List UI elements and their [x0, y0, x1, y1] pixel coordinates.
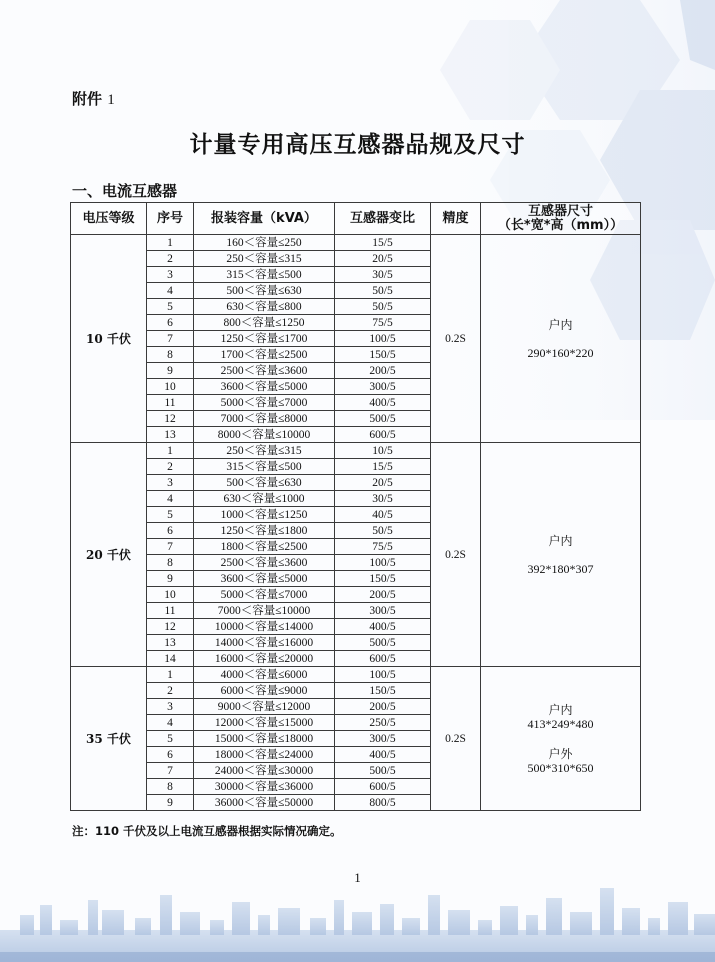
index-cell: 3 [147, 267, 194, 283]
index-cell: 4 [147, 491, 194, 507]
attachment-label: 附件 1 [72, 90, 115, 108]
capacity-cell: 630＜容量≤1000 [194, 491, 335, 507]
capacity-cell: 3600＜容量≤5000 [194, 379, 335, 395]
index-cell: 14 [147, 651, 194, 667]
index-cell: 11 [147, 603, 194, 619]
capacity-cell: 1700＜容量≤2500 [194, 347, 335, 363]
index-cell: 12 [147, 619, 194, 635]
ratio-cell: 400/5 [335, 747, 431, 763]
table-row [71, 235, 641, 251]
ratio-cell: 100/5 [335, 331, 431, 347]
header-ratio: 互感器变比 [335, 203, 431, 235]
dimension-value: 500*310*650 [527, 760, 594, 775]
section-heading: 一、电流互感器 [72, 182, 178, 200]
ratio-cell: 250/5 [335, 715, 431, 731]
ratio-cell: 15/5 [335, 459, 431, 475]
ratio-cell: 600/5 [335, 427, 431, 443]
index-cell: 12 [147, 411, 194, 427]
capacity-cell: 14000＜容量≤16000 [194, 635, 335, 651]
index-cell: 4 [147, 283, 194, 299]
index-cell: 7 [147, 539, 194, 555]
index-cell: 6 [147, 315, 194, 331]
install-location: 户内 [548, 533, 573, 548]
header-voltage: 电压等级 [71, 203, 147, 235]
table-row [71, 443, 641, 459]
capacity-cell: 16000＜容量≤20000 [194, 651, 335, 667]
dimension-value: 290*160*220 [527, 345, 594, 360]
attachment-number: 1 [107, 92, 115, 108]
index-cell: 5 [147, 299, 194, 315]
dimensions-cell [481, 667, 641, 811]
ratio-cell: 50/5 [335, 299, 431, 315]
capacity-cell: 1000＜容量≤1250 [194, 507, 335, 523]
capacity-cell: 2500＜容量≤3600 [194, 555, 335, 571]
capacity-cell: 250＜容量≤315 [194, 251, 335, 267]
table-row [71, 667, 641, 683]
index-cell: 2 [147, 459, 194, 475]
capacity-cell: 315＜容量≤500 [194, 267, 335, 283]
header-accuracy: 精度 [431, 203, 481, 235]
ratio-cell: 800/5 [335, 795, 431, 811]
ratio-cell: 150/5 [335, 571, 431, 587]
current-transformer-table [70, 202, 641, 811]
dimension-value: 413*249*480 [527, 716, 594, 731]
ratio-cell: 300/5 [335, 731, 431, 747]
header-index: 序号 [147, 203, 194, 235]
index-cell: 13 [147, 635, 194, 651]
accuracy-cell: 0.2S [431, 667, 481, 811]
index-cell: 10 [147, 379, 194, 395]
capacity-cell: 315＜容量≤500 [194, 459, 335, 475]
index-cell: 8 [147, 347, 194, 363]
capacity-cell: 3600＜容量≤5000 [194, 571, 335, 587]
index-cell: 2 [147, 683, 194, 699]
install-location: 户外 [548, 746, 573, 761]
table-header-row [71, 203, 641, 235]
voltage-level-cell: 20 千伏 [71, 443, 147, 667]
capacity-cell: 15000＜容量≤18000 [194, 731, 335, 747]
index-cell: 7 [147, 331, 194, 347]
index-cell: 1 [147, 667, 194, 683]
footnote: 注：110 千伏及以上电流互感器根据实际情况确定。 [72, 824, 342, 838]
dimension-value: 392*180*307 [527, 561, 594, 576]
ratio-cell: 30/5 [335, 267, 431, 283]
ratio-cell: 200/5 [335, 363, 431, 379]
ratio-cell: 20/5 [335, 251, 431, 267]
index-cell: 1 [147, 235, 194, 251]
capacity-cell: 250＜容量≤315 [194, 443, 335, 459]
table-body [71, 235, 641, 811]
ratio-cell: 400/5 [335, 395, 431, 411]
index-cell: 2 [147, 251, 194, 267]
index-cell: 1 [147, 443, 194, 459]
ratio-cell: 300/5 [335, 603, 431, 619]
capacity-cell: 10000＜容量≤14000 [194, 619, 335, 635]
ratio-cell: 400/5 [335, 619, 431, 635]
ratio-cell: 300/5 [335, 379, 431, 395]
header-dimensions-line2: （长*宽*高（mm）） [497, 217, 624, 233]
capacity-cell: 800＜容量≤1250 [194, 315, 335, 331]
voltage-level-cell: 35 千伏 [71, 667, 147, 811]
capacity-cell: 5000＜容量≤7000 [194, 587, 335, 603]
capacity-cell: 2500＜容量≤3600 [194, 363, 335, 379]
index-cell: 6 [147, 523, 194, 539]
index-cell: 5 [147, 731, 194, 747]
capacity-cell: 24000＜容量≤30000 [194, 763, 335, 779]
install-location: 户内 [548, 702, 573, 717]
dimensions-cell [481, 235, 641, 443]
capacity-cell: 18000＜容量≤24000 [194, 747, 335, 763]
capacity-cell: 500＜容量≤630 [194, 283, 335, 299]
capacity-cell: 1250＜容量≤1800 [194, 523, 335, 539]
ratio-cell: 15/5 [335, 235, 431, 251]
capacity-cell: 500＜容量≤630 [194, 475, 335, 491]
capacity-cell: 7000＜容量≤8000 [194, 411, 335, 427]
ratio-cell: 500/5 [335, 635, 431, 651]
index-cell: 3 [147, 699, 194, 715]
ratio-cell: 75/5 [335, 315, 431, 331]
ratio-cell: 600/5 [335, 651, 431, 667]
ratio-cell: 200/5 [335, 699, 431, 715]
index-cell: 4 [147, 715, 194, 731]
ratio-cell: 40/5 [335, 507, 431, 523]
header-capacity: 报装容量（kVA） [194, 203, 335, 235]
ratio-cell: 20/5 [335, 475, 431, 491]
dimensions-cell [481, 443, 641, 667]
index-cell: 13 [147, 427, 194, 443]
ratio-cell: 200/5 [335, 587, 431, 603]
header-dimensions [481, 203, 641, 235]
capacity-cell: 1250＜容量≤1700 [194, 331, 335, 347]
accuracy-cell: 0.2S [431, 443, 481, 667]
index-cell: 9 [147, 571, 194, 587]
capacity-cell: 1800＜容量≤2500 [194, 539, 335, 555]
voltage-level-cell: 10 千伏 [71, 235, 147, 443]
capacity-cell: 12000＜容量≤15000 [194, 715, 335, 731]
ratio-cell: 100/5 [335, 667, 431, 683]
capacity-cell: 9000＜容量≤12000 [194, 699, 335, 715]
index-cell: 10 [147, 587, 194, 603]
capacity-cell: 6000＜容量≤9000 [194, 683, 335, 699]
capacity-cell: 5000＜容量≤7000 [194, 395, 335, 411]
page-number: 1 [354, 870, 361, 885]
capacity-cell: 4000＜容量≤6000 [194, 667, 335, 683]
ratio-cell: 600/5 [335, 779, 431, 795]
index-cell: 3 [147, 475, 194, 491]
index-cell: 8 [147, 779, 194, 795]
index-cell: 9 [147, 795, 194, 811]
ratio-cell: 500/5 [335, 411, 431, 427]
index-cell: 6 [147, 747, 194, 763]
capacity-cell: 30000＜容量≤36000 [194, 779, 335, 795]
ratio-cell: 50/5 [335, 283, 431, 299]
capacity-cell: 160＜容量≤250 [194, 235, 335, 251]
capacity-cell: 8000＜容量≤10000 [194, 427, 335, 443]
document-title: 计量专用高压互感器品规及尺寸 [189, 132, 526, 158]
index-cell: 5 [147, 507, 194, 523]
install-location: 户内 [548, 317, 573, 332]
index-cell: 8 [147, 555, 194, 571]
ratio-cell: 75/5 [335, 539, 431, 555]
index-cell: 9 [147, 363, 194, 379]
accuracy-cell: 0.2S [431, 235, 481, 443]
ratio-cell: 500/5 [335, 763, 431, 779]
ratio-cell: 150/5 [335, 347, 431, 363]
capacity-cell: 36000＜容量≤50000 [194, 795, 335, 811]
index-cell: 7 [147, 763, 194, 779]
ratio-cell: 100/5 [335, 555, 431, 571]
ratio-cell: 50/5 [335, 523, 431, 539]
ratio-cell: 10/5 [335, 443, 431, 459]
capacity-cell: 7000＜容量≤10000 [194, 603, 335, 619]
ratio-cell: 30/5 [335, 491, 431, 507]
index-cell: 11 [147, 395, 194, 411]
ratio-cell: 150/5 [335, 683, 431, 699]
capacity-cell: 630＜容量≤800 [194, 299, 335, 315]
header-dimensions-line1: 互感器尺寸 [527, 203, 593, 219]
